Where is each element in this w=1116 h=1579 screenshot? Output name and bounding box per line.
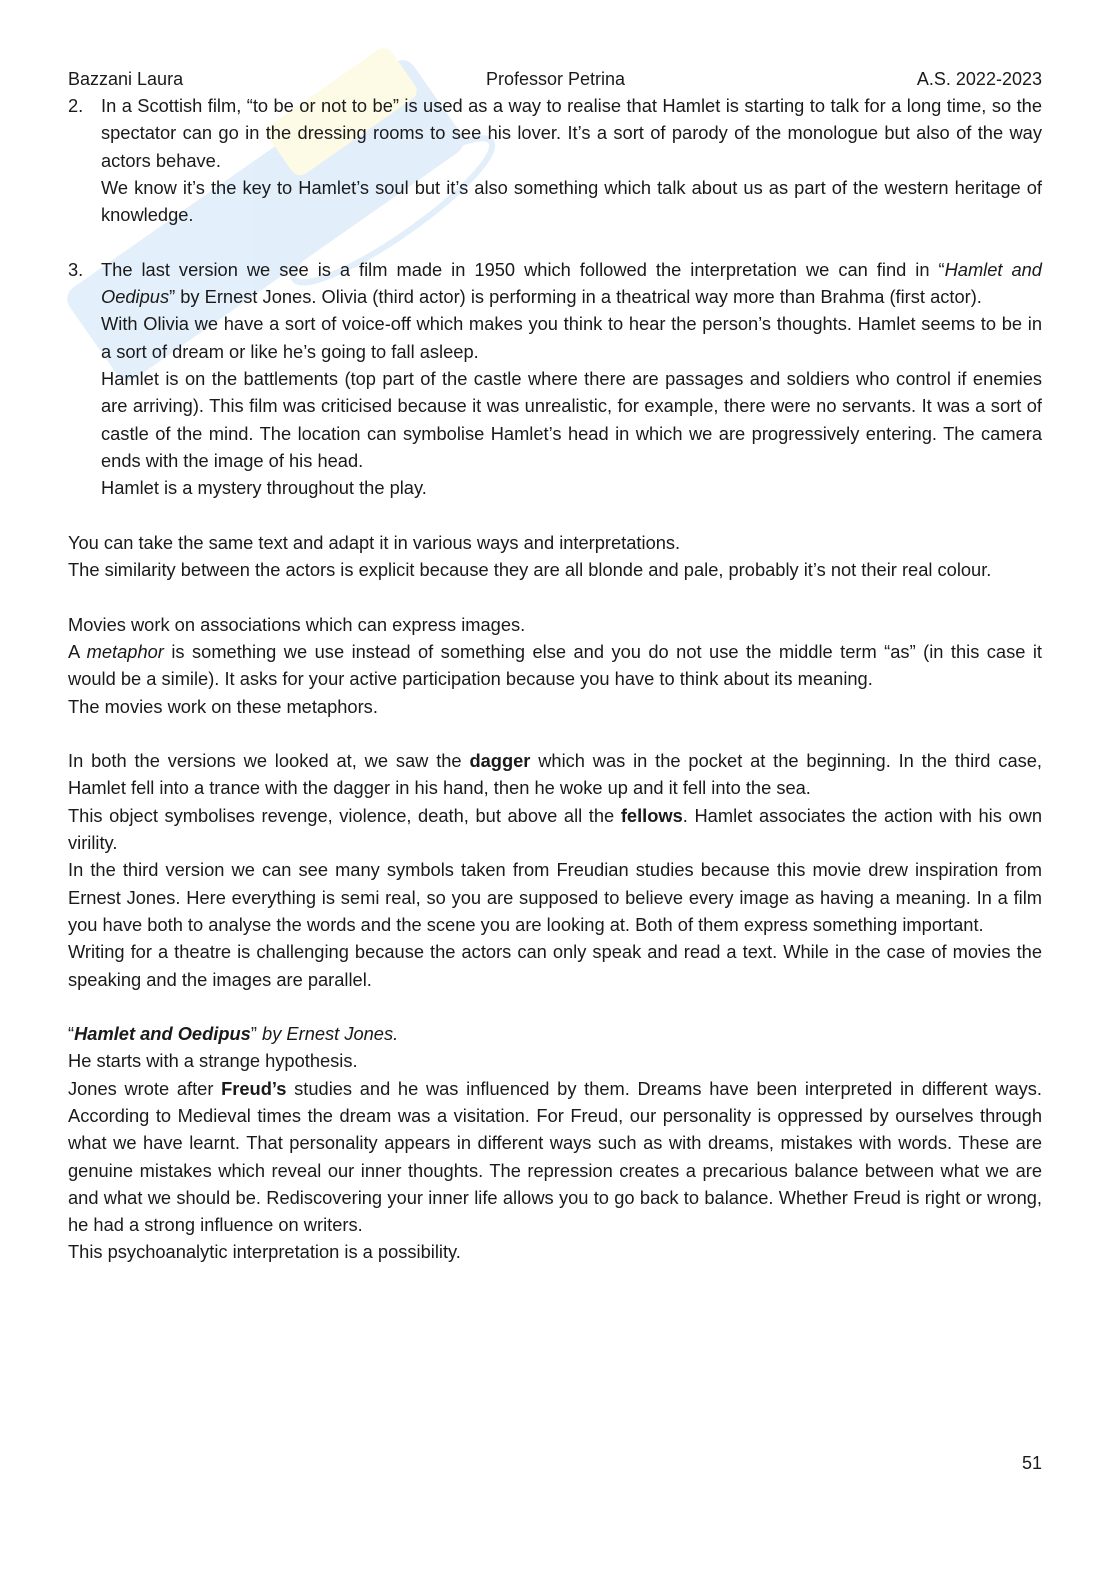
- paragraph: In a Scottish film, “to be or not to be” is used as a way to realise that Hamlet is starting to talk for a long time, so the spectator can go in the dressing rooms to see his lover. It’s a sort of parody of the monologue but also of the way actors behave.: [101, 95, 1042, 171]
- document-body: [68, 92, 1042, 1266]
- paragraph: Jones wrote after Freud’s studies and he was influenced by them. Dreams have been interpreted in different ways. According to Medieval times the dream was a visitation. For Freud, our personality is oppressed by ourselves through what we have learnt. That personality appears in different ways such as with dreams, mistakes with words. These are genuine mistakes which reveal our inner thoughts. The repression creates a precarious balance between what we are and what we should be. Rediscovering your inner life allows you to go back to balance. Whether Freud is right or wrong, he had a strong influence on writers.: [68, 1077, 1042, 1236]
- list-number: 3.: [68, 258, 84, 280]
- paragraph: Hamlet is a mystery throughout the play.: [101, 477, 427, 499]
- paragraph: The similarity between the actors is explicit because they are all blonde and pale, probably it’s not their real colour.: [68, 559, 992, 581]
- paragraph: Hamlet is on the battlements (top part of the castle where there are passages and soldiers who control if enemies are arriving). This film was criticised because it was unrealistic, for example, there were no servants. It was a sort of castle of the mind. The location can symbolise Hamlet’s head in which we are progressively entering. The camera ends with the image of his head.: [101, 367, 1042, 471]
- author-name: Bazzani Laura: [68, 69, 184, 89]
- list-item-3: [68, 256, 1042, 502]
- term-dagger: dagger: [469, 750, 531, 772]
- paragraph: A metaphor is something we use instead of something else and you do not use the middle term “as” (in this case it would be a simile). It asks for your active participation because you have to think about its meaning.: [68, 640, 1043, 690]
- paragraph: The movies work on these metaphors.: [68, 695, 378, 717]
- academic-year: A.S. 2022-2023: [916, 69, 1042, 89]
- paragraph: The last version we see is a film made in 1950 which followed the interpretation we can find in “Hamlet and Oedipus” by Ernest Jones. Olivia (third actor) is performing in a theatrical way more than Brahma (first actor).: [101, 258, 1042, 308]
- page-header: [68, 68, 1042, 90]
- paragraph: He starts with a strange hypothesis.: [68, 1050, 358, 1072]
- book-title: Hamlet and Oedipus: [74, 1023, 251, 1045]
- paragraph: We know it’s the key to Hamlet’s soul but it’s also something which talk about us as part of the western heritage of knowledge.: [101, 176, 1042, 226]
- term-freud: Freud’s: [221, 1077, 287, 1099]
- term-fellows: fellows: [620, 804, 683, 826]
- list-number: 2.: [68, 95, 84, 116]
- paragraph: This psychoanalytic interpretation is a possibility.: [68, 1241, 461, 1263]
- paragraph: With Olivia we have a sort of voice-off which makes you think to hear the person’s thoughts. Hamlet seems to be in a sort of dream or like he’s going to fall asleep.: [101, 313, 1042, 362]
- section-title: “Hamlet and Oedipus” by Ernest Jones.: [68, 1023, 399, 1045]
- paragraph: In the third version we can see many symbols taken from Freudian studies because this movie drew inspiration from Ernest Jones. Here everything is semi real, so you are supposed to believe every image as having a meaning. In a film you have both to analyse the words and the scene you are looking at. Both of them express something important.: [68, 859, 1042, 935]
- professor-name: Professor Petrina: [486, 69, 626, 89]
- paragraph: In both the versions we looked at, we saw the dagger which was in the pocket at the beginning. In the third case, Hamlet fell into a trance with the dagger in his hand, then he woke up and it fell into the sea.: [68, 750, 1042, 799]
- paragraph: Writing for a theatre is challenging because the actors can only speak and read a text. While in the case of movies the speaking and the images are parallel.: [68, 941, 1042, 990]
- paragraph: Movies work on associations which can express images.: [68, 613, 526, 635]
- page-number: 51: [1021, 1453, 1042, 1473]
- paragraph: You can take the same text and adapt it in various ways and interpretations.: [68, 531, 681, 553]
- paragraph: This object symbolises revenge, violence, death, but above all the fellows. Hamlet associates the action with his own virility.: [68, 804, 1042, 854]
- term-metaphor: metaphor: [86, 640, 164, 662]
- book-title: Hamlet and Oedipus: [101, 258, 1042, 308]
- list-item-2: [68, 92, 1042, 228]
